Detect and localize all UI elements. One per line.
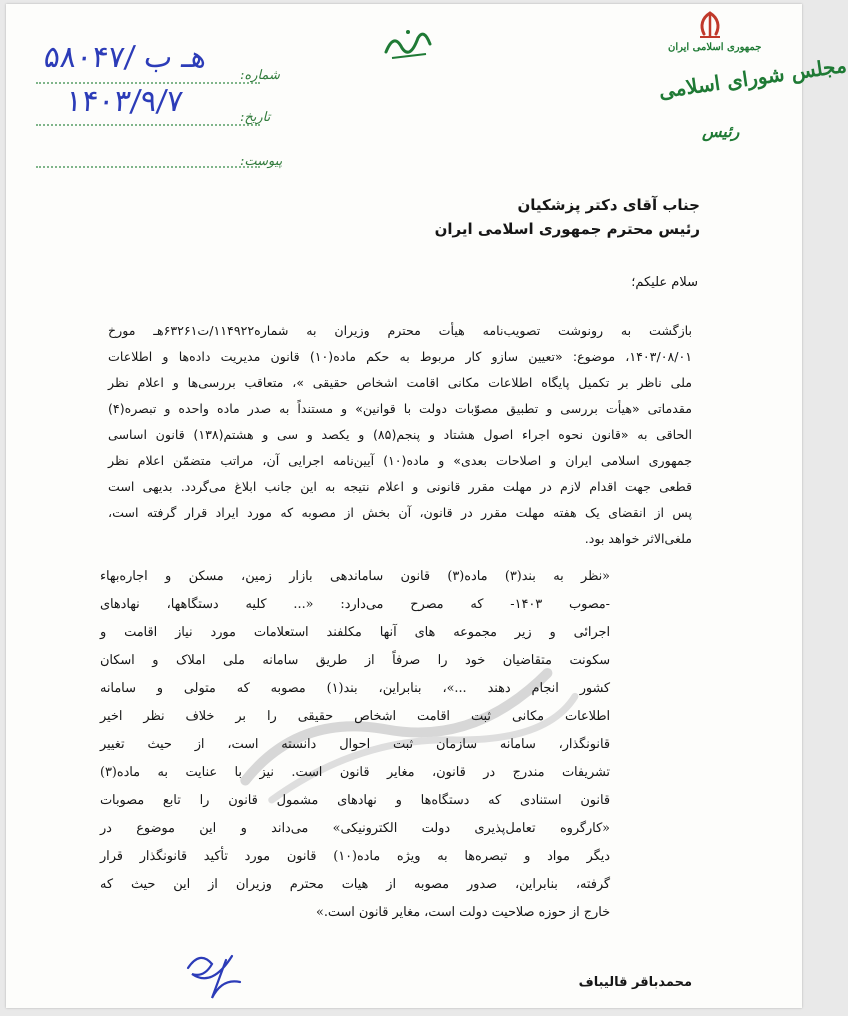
quote-line: -مصوب ۱۴۰۳- که مصرح می‌دارد: «... کلیه دستگاهها، نهادهای — [100, 597, 610, 612]
quote-line: گرفته، بنابراین، صدور مصوبه از هیات محترم وزیران از این حیث که — [100, 877, 610, 892]
quote-line: دیگر مواد و تبصره‌ها به ویژه ماده(۱۰) قانون مورد تأکید قانونگذار قرار — [100, 849, 610, 864]
parliament-text: مجلس شورای اسلامی — [657, 52, 848, 104]
republic-text: جمهوری اسلامی ایران — [668, 42, 762, 53]
body-line: مقدماتی «هیأت بررسی و تطبیق مصوّبات دولت با قوانین» و مستنداً به صدر ماده واحده و تبصره(۴) — [108, 401, 692, 416]
body-line: پس از انقضای یک هفته مهلت مقرر در قانون، آن بخش از مصوبه که مورد ایراد قرار گرفته است، — [108, 505, 692, 520]
quote-line: قانونگذار، سامانه سازمان ثبت احوال دانسته است، از حیث تغییر — [100, 737, 610, 752]
body-line: ملغی‌الاثر خواهد بود. — [584, 531, 692, 546]
recipient-name: جناب آقای دکتر پزشکیان — [517, 196, 700, 214]
signer-name: محمدباقر قالیباف — [578, 975, 692, 990]
quote-line: کشور انجام دهند ...»، بنابراین، بند(۱) مصوبه که متولی و سامانه — [100, 681, 611, 696]
iran-emblem-icon — [692, 10, 728, 40]
number-value: ۵۸۰۴۷/ هـ ب — [42, 40, 209, 75]
attachment-line — [36, 166, 260, 168]
date-line — [36, 124, 260, 126]
quote-line: «کارگروه تعامل‌پذیری دولت الکترونیکی» می‌داند و این موضوع در — [100, 821, 610, 836]
date-label: تاریخ: — [240, 110, 271, 125]
quote-line: اطلاعات مکانی ثبت اقامت اشخاص حقیقی را بر خلاف نظر اخیر — [100, 709, 610, 724]
greeting: سلام علیکم؛ — [631, 275, 698, 290]
body-line: جمهوری اسلامی ایران و اصلاحات بعدی» و ماده(۱۰) آیین‌نامه اجرایی آن، مراتب متضمّن اعلام نظر — [108, 453, 692, 468]
recipient-title: رئیس محترم جمهوری اسلامی ایران — [434, 220, 700, 238]
number-label: شماره: — [240, 68, 280, 83]
date-value: ۱۴۰۳/۹/۷ — [64, 84, 185, 119]
quote-line: سکونت متقاضیان خود را صرفاً از طریق سامانه ملی املاک و اسکان — [100, 653, 610, 668]
body-line: الحاقی به «قانون نحوه اجراء اصول هشتاد و پنجم(۸۵) و یکصد و سی و هشتم(۱۳۸) قانون اساسی — [108, 427, 692, 442]
body-line: ملی ناظر بر تکمیل پایگاه اطلاعات مکانی اقامت اشخاص حقیقی »، متعاقب بررسی‌ها و اعلام نظر — [108, 375, 692, 390]
office-text: رئیس — [702, 122, 740, 141]
body-line: ۱۴۰۳/۰۸/۰۱، موضوع: «تعیین سازو کار مربوط به حکم ماده(۱۰) قانون مدیریت داده‌ها و اطلاعات — [108, 349, 692, 364]
letter-page — [6, 4, 848, 1008]
handwritten-signature — [182, 948, 246, 1004]
quote-line: خارج از حوزه صلاحیت دولت است، مغایر قانون است.» — [316, 905, 610, 920]
body-line: بازگشت به رونوشت تصویب‌نامه هیأت محترم وزیران به شماره۱۱۴۹۲۲/ت۶۳۲۶۱هـ مورخ — [108, 323, 692, 338]
quote-line: اجرائی و زیر مجموعه های آنها مکلفند استعلامات مورد نیاز اقامت و — [100, 625, 610, 640]
quote-line: قانون استنادی که دستگاه‌ها و نهادهای مشمول قانون را تابع مصوبات — [100, 793, 610, 808]
quote-line: تشریفات مندرج در قانون، مغایر قانون است. نیز با عنایت به ماده(۳) — [100, 765, 610, 780]
attachment-label: پیوست: — [240, 154, 283, 169]
quote-line: «نظر به بند(۳) ماده(۳) قانون ساماندهی بازار زمین، مسکن و اجاره‌بهاء — [100, 569, 611, 584]
body-line: قطعی جهت اقدام لازم در مهلت مقرر قانونی و اعلام نتیجه به این جانب ابلاغ می‌گردد. بدیهی است — [108, 479, 692, 494]
